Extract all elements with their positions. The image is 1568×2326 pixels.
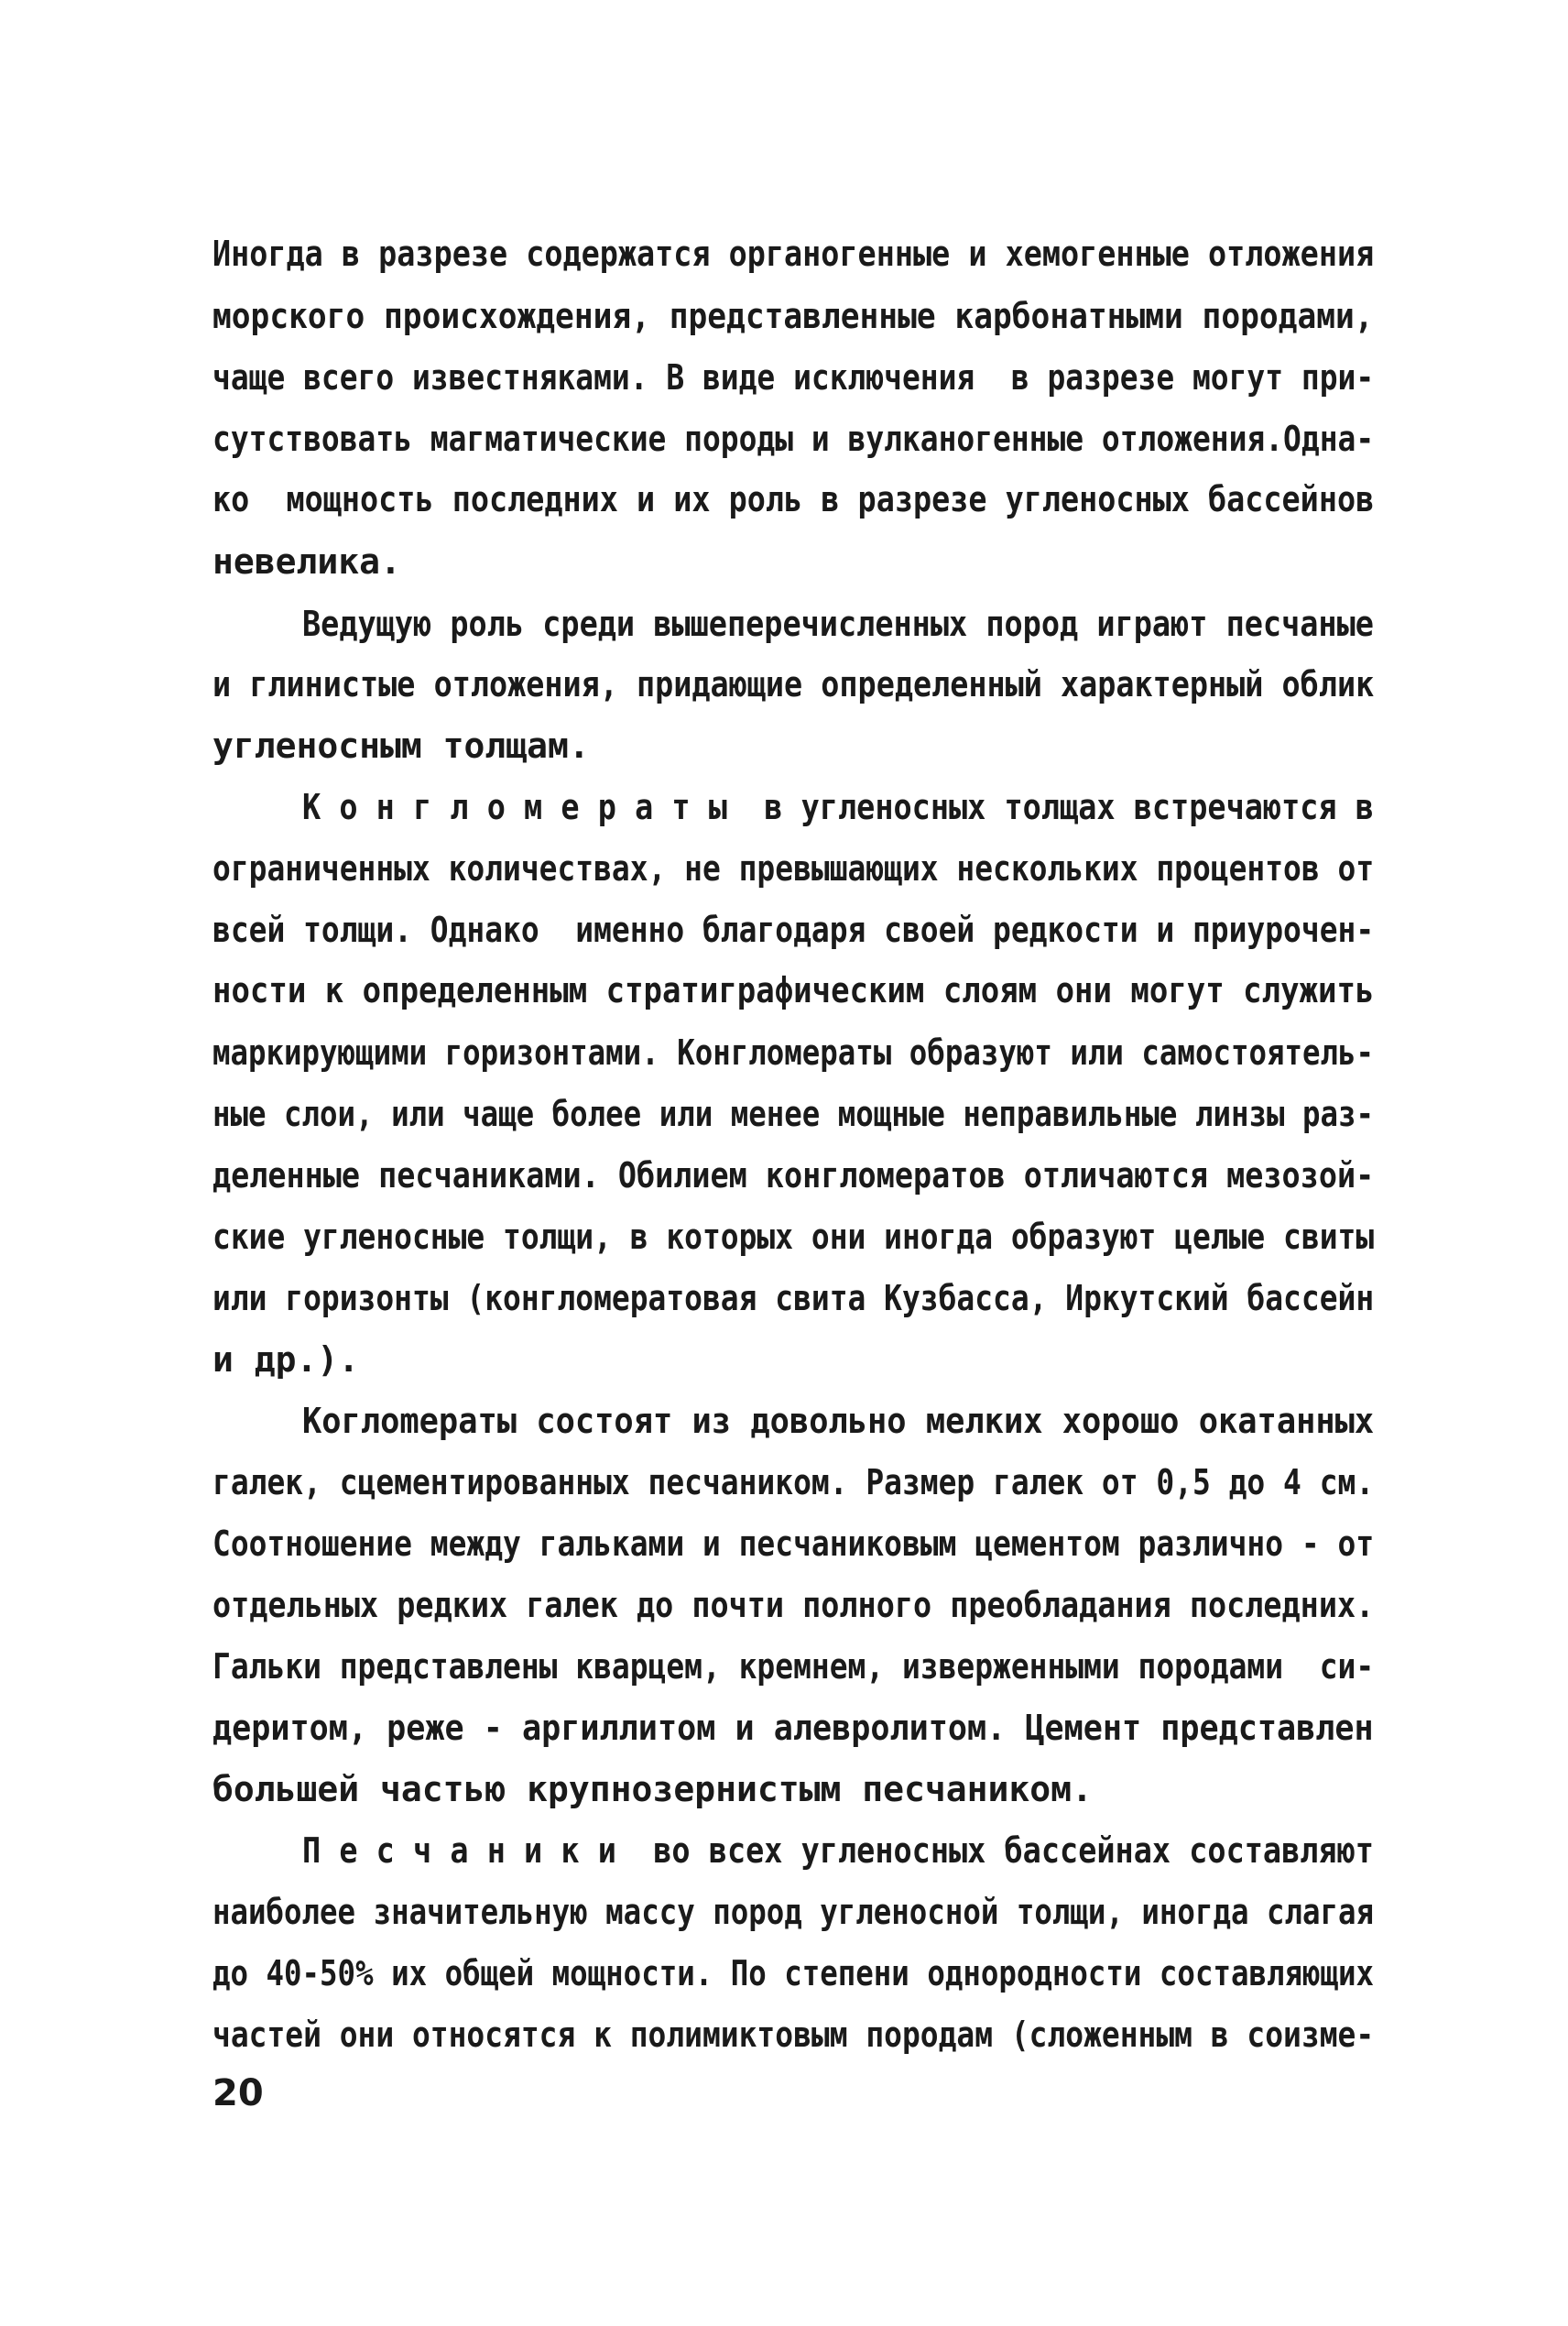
text-line-7: Ведущую роль среди вышеперечисленных пород играют песчаные: [302, 604, 1374, 644]
text-line-4: сутствовать магматические породы и вулканогенные отложения.Одна-: [212, 419, 1375, 459]
text-line-8: и глинистые отложения, придающие определенный характерный облик: [212, 664, 1375, 704]
text-line-5: ко мощность последних и их роль в разрезе угленосных бассейнов: [212, 479, 1375, 519]
text-line-14: маркирующими горизонтами. Конгломераты образуют или самостоятель-: [212, 1032, 1375, 1073]
text-line-21: галек, сцементированных песчаником. Размер галек от 0,5 до 4 см.: [212, 1462, 1375, 1502]
text-line-16: деленные песчаниками. Обилием конгломератов отличаются мезозой-: [212, 1155, 1375, 1196]
text-line-2: морского происхождения, представленные карбонатными породами,: [212, 296, 1374, 336]
text-line-26: большей частью крупнозернистым песчаником.: [212, 1769, 1093, 1809]
text-line-22: Соотношение между гальками и песчаниковым цементом различно - от: [212, 1523, 1375, 1564]
text-line-23: отдельных редких галек до почти полного преобладания последних.: [212, 1585, 1375, 1625]
text-line-9: угленосным толщам.: [212, 726, 590, 766]
text-line-12: всей толщи. Однако именно благодаря своей редкости и приурочен-: [212, 910, 1375, 950]
text-line-13: ности к определенным стратиграфическим слоям они могут служить: [212, 970, 1375, 1010]
page-number: 20: [212, 2072, 264, 2114]
text-line-27: П е с ч а н и к и во всех угленосных бассейнах составляют: [302, 1830, 1374, 1871]
text-line-15: ные слои, или чаще более или менее мощные неправильные линзы раз-: [212, 1094, 1375, 1134]
text-line-20: Коглomераты состоят из довольно мелких хорошо окатанных: [302, 1401, 1375, 1441]
text-line-24: Гальки представлены кварцем, кремнем, изверженными породами си-: [212, 1646, 1375, 1687]
text-line-11: ограниченных количествах, не превышающих нескольких процентов от: [212, 848, 1375, 889]
text-line-28: наиболее значительную массу пород угленосной толщи, иногда слагая: [212, 1892, 1375, 1932]
text-line-1: Иногда в разрезе содержатся органогенные и хемогенные отложения: [212, 234, 1375, 274]
text-line-19: и др.).: [212, 1339, 360, 1380]
text-line-29: до 40-50% их общей мощности. По степени однородности составляющих: [212, 1953, 1375, 1993]
text-line-10: К о н г л о м е р а т ы в угленосных толщах встречаются в: [302, 787, 1374, 827]
text-line-17: ские угленосные толщи, в которых они иногда образуют целые свиты: [212, 1217, 1375, 1257]
text-line-6: невелика.: [212, 541, 401, 582]
text-line-30: частей они относятся к полимиктовым породам (сложенным в соизме-: [212, 2015, 1375, 2055]
text-line-25: деритом, реже - аргиллитом и алевролитом. Цемент представлен: [212, 1708, 1374, 1748]
text-line-3: чаще всего известняками. В виде исключения в разрезе могут при-: [212, 357, 1375, 398]
text-line-18: или горизонты (конгломератовая свита Кузбасса, Иркутский бассейн: [212, 1278, 1375, 1318]
